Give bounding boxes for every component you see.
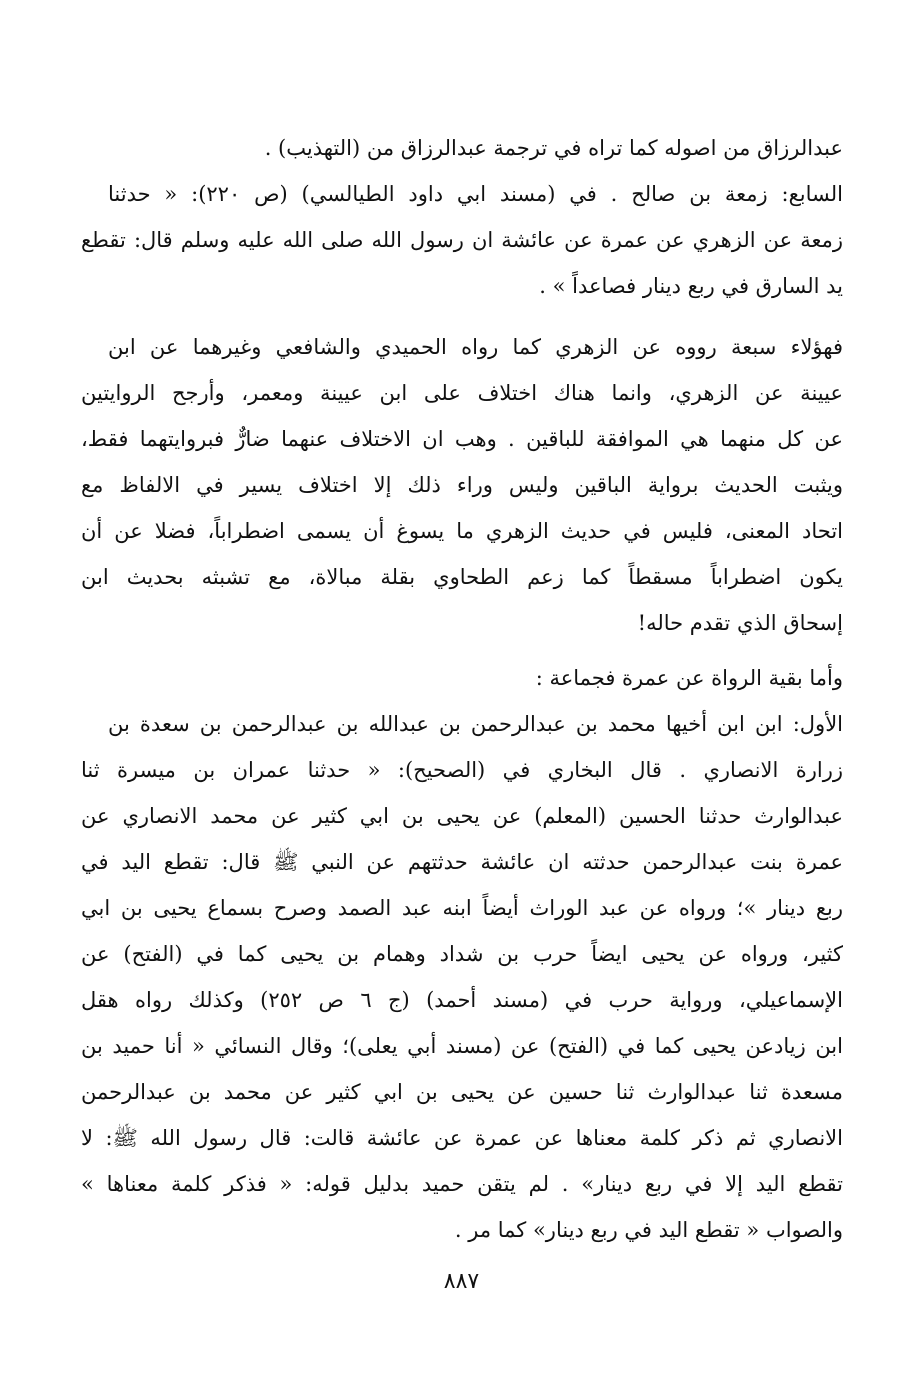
text-line: الانصاري ثم ذكر كلمة معناها عن عمرة عن عائشة قالت: قال رسول الله ﷺ: لا bbox=[81, 1126, 843, 1150]
text-line: عن كل منهما هي الموافقة للباقين . وهب ان الاختلاف عنهما ضارٌّ فبروايتهما فقط، bbox=[81, 427, 843, 451]
text-line: اتحاد المعنى، فليس في حديث الزهري ما يسوغ أن يسمى اضطراباً، فضلا عن أن bbox=[81, 519, 843, 543]
section-heading: وأما بقية الرواة عن عمرة فجماعة : bbox=[535, 666, 843, 690]
text-line: زمعة عن الزهري عن عمرة عن عائشة ان رسول الله صلى الله عليه وسلم قال: تقطع bbox=[81, 228, 843, 252]
text-line: كثير، ورواه عن يحيى ايضاً حرب بن شداد وهمام بن يحيى كما في (الفتح) عن bbox=[81, 942, 843, 966]
text-line: عبدالرزاق من اصوله كما تراه في ترجمة عبدالرزاق من (التهذيب) . bbox=[264, 136, 843, 160]
text-line: ربع دينار »؛ ورواه عن عبد الوراث أيضاً ابنه عبد الصمد وصرح بسماع يحيى بن ابي bbox=[81, 896, 843, 920]
page-number: ٨٨٧ bbox=[443, 1269, 480, 1294]
text-line: الأول: ابن ابن أخيها محمد بن عبدالرحمن بن عبدالله بن عبدالرحمن بن سعدة بن bbox=[108, 712, 843, 736]
text-line: عمرة بنت عبدالرحمن حدثته ان عائشة حدثتهم عن النبي ﷺ قال: تقطع اليد في bbox=[81, 850, 843, 874]
text-line: يد السارق في ربع دينار فصاعداً » . bbox=[539, 274, 843, 298]
text-line: ويثبت الحديث برواية الباقين وليس وراء ذلك إلا اختلاف يسير في الالفاظ مع bbox=[81, 473, 843, 497]
text-line: ابن زيادعن يحيى كما في (الفتح) عن (مسند أبي يعلى)؛ وقال النسائي « أنا حميد بن bbox=[81, 1034, 843, 1058]
text-line: زرارة الانصاري . قال البخاري في (الصحيح): « حدثنا عمران بن ميسرة ثنا bbox=[81, 758, 843, 782]
text-line: فهؤلاء سبعة رووه عن الزهري كما رواه الحميدي والشافعي وغيرهما عن ابن bbox=[108, 335, 843, 359]
text-line: يكون اضطراباً مسقطاً كما زعم الطحاوي بقلة مبالاة، مع تشبثه بحديث ابن bbox=[81, 565, 843, 589]
text-line: عبدالوارث حدثنا الحسين (المعلم) عن يحيى بن ابي كثير عن محمد الانصاري عن bbox=[81, 804, 843, 828]
text-line: تقطع اليد إلا في ربع دينار» . لم يتقن حميد بدليل قوله: « فذكر كلمة معناها » bbox=[81, 1172, 843, 1196]
text-line: مسعدة ثنا عبدالوارث ثنا حسين عن يحيى بن ابي كثير عن محمد بن عبدالرحمن bbox=[81, 1080, 843, 1104]
text-line: الإسماعيلي، ورواية حرب في (مسند أحمد) (ج ٦ ص ٢٥٢) وكذلك رواه هقل bbox=[81, 988, 843, 1012]
text-line: والصواب « تقطع اليد في ربع دينار» كما مر . bbox=[454, 1218, 843, 1242]
text-line: إسحاق الذي تقدم حاله! bbox=[637, 611, 843, 635]
text-line: السابع: زمعة بن صالح . في (مسند ابي داود الطيالسي) (ص ٢٢٠): « حدثنا bbox=[108, 182, 843, 206]
text-line: عيينة عن الزهري، وانما هناك اختلاف على ابن عيينة ومعمر، وأرجح الروايتين bbox=[81, 381, 843, 405]
